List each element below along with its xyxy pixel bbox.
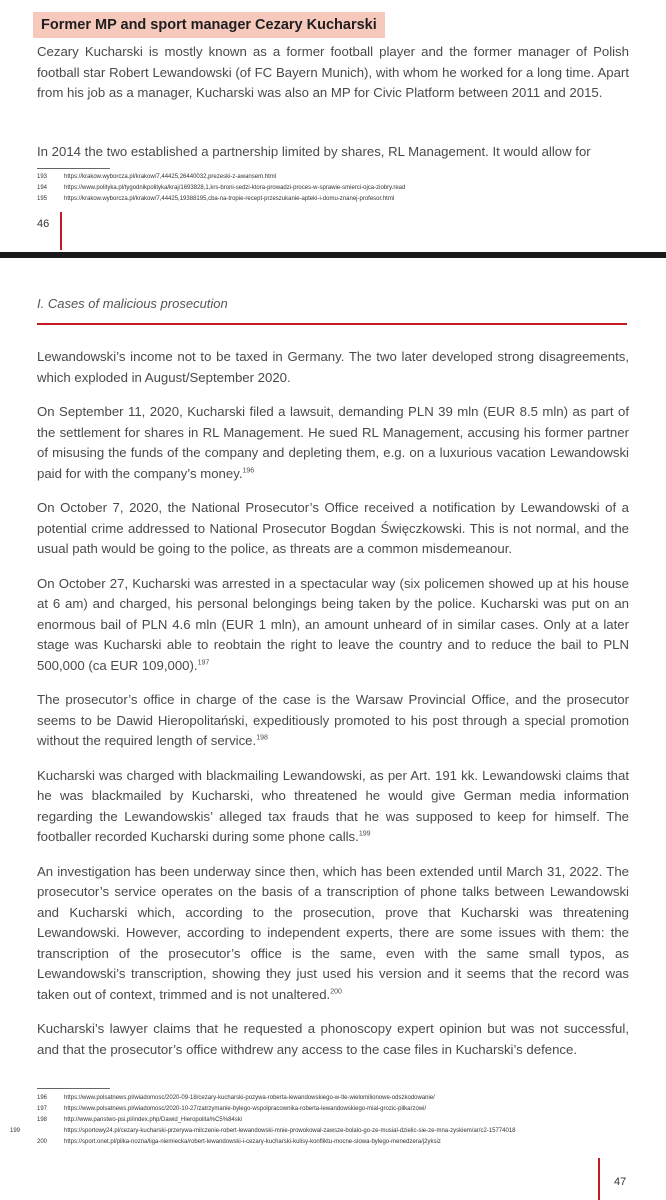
footnote-link[interactable]: http://www.panstwo-psi.pl/index.php/Dawid_Hieropolita%C5%84ski (64, 1117, 243, 1123)
section-heading: Former MP and sport manager Cezary Kucharski (33, 12, 385, 38)
page-marker-line (598, 1158, 600, 1200)
page-marker-line (60, 212, 62, 250)
footnote-number: 200 (37, 1139, 48, 1145)
intro-paragraph: Cezary Kucharski is mostly known as a former football player and the former manager of Polish football star Robert Lewandowski (of FC Bayern Munich), with whom he worked for a long time. Apart from his job as a manager, Kucharski was also an MP for Civic Platform between 2011 and 2015. (37, 44, 629, 100)
paragraph-prosecutor: The prosecutor’s office in charge of the case is the Warsaw Provincial Office, and the prosecutor seems to be Dawid Hieropolitański, expeditiously promoted to his post through a special promotion without the required length of service.$^{198}$ (37, 692, 629, 748)
paragraph-arrest: On October 27, Kucharski was arrested in a spectacular way (six policemen showed up at his house at 6 am) and charged, his personal belongings being taken by the police. Kucharski was put on an enormous bail of PLN 4.6 mln (EUR 1 mln), an amount unheard of in similar cases. Only at a later stage was Kucharski able to reobtain the right to leave the country and to reduce the bail to PLN 500,000 (ca EUR 109,000).$^{197}$ (37, 575, 629, 673)
footnote-number: 198 (37, 1117, 48, 1123)
footnote-rule (37, 168, 110, 169)
footnote-link[interactable]: https://krakow.wyborcza.pl/krakow/7,44425,26440032,prezeski-z-awansem.html (64, 174, 277, 180)
footnote-ref-198[interactable]: 198 (256, 734, 268, 742)
footnote-195 (37, 194, 627, 205)
footnote-link[interactable]: https://sport.onet.pl/pilka-nozna/liga-niemiecka/robert-lewandowski-i-cezary-kucharski-kulisy-konfliktu-mocne-slowa-bylego-menedzera/j2yksiz (64, 1139, 441, 1145)
footnote-198 (37, 1115, 627, 1126)
page-number: 46 (37, 218, 50, 230)
footnote-196 (37, 1093, 627, 1104)
partnership-paragraph: In 2014 the two established a partnership limited by shares, RL Management. It would allow for (37, 144, 591, 159)
footnote-ref-196[interactable]: 196 (242, 467, 255, 475)
footnote-number: 194 (37, 185, 48, 191)
footnote-number: 199 (10, 1128, 21, 1134)
footnote-200 (37, 1137, 627, 1148)
footnote-link[interactable]: https://sportowy24.pl/cezary-kucharski-przerywa-milczenie-robert-lewandowski-mnie-prowokowal-zawsze-bolalo-go-ze-musial-dzielic-sie-ze-mna-zyskiem/ar/c2-15774018 (64, 1128, 516, 1134)
page-number: 47 (614, 1176, 627, 1188)
footnote-number: 196 (37, 1095, 48, 1101)
chapter-title: I. Cases of malicious prosecution (37, 296, 228, 311)
footnote-link[interactable]: https://www.polsatnews.pl/wiadomosc/2020-09-18/cezary-kucharski-pozywa-roberta-lewandowskiego-w-tle-wielomilionowe-odszkodowanie/ (64, 1095, 435, 1101)
footnote-link[interactable]: https://www.polityka.pl/tygodnikpolityka/kraj/1693828,1,krs-broni-sedzi-ktora-prowadzi-proces-w-sprawie-smierci-ojca-ziobry.read (64, 185, 406, 191)
paragraph-lawyer: Kucharski’s lawyer claims that he requested a phonoscopy expert opinion but was not successful, and that the prosecutor’s office withdrew any access to the case files in Kucharski’s defence. (37, 1021, 629, 1057)
footnote-194 (37, 183, 627, 194)
footnote-197 (37, 1104, 627, 1115)
footnotes-page-46 (37, 172, 627, 205)
body-content (37, 347, 629, 1074)
paragraph-charge: Kucharski was charged with blackmailing Lewandowski, as per Art. 191 kk. Lewandowski claims that he was blackmailed by Kucharski, who threatened he would give German media information regarding the Lewandowskis’ alleged tax frauds that he was supposed to keep for himself. The footballer recorded Kucharski during some phone calls.$^{199}$ (37, 767, 629, 844)
page-46 (0, 0, 666, 252)
page-47 (0, 258, 666, 1200)
footnote-ref-199[interactable]: 199 (358, 830, 371, 838)
footnote-number: 197 (37, 1106, 48, 1112)
chapter-rule (37, 323, 627, 325)
paragraph-income: Lewandowski’s income not to be taxed in Germany. The two later developed strong disagreements, which exploded in August/September 2020. (37, 349, 629, 385)
paragraph-notification: On October 7, 2020, the National Prosecutor’s Office received a notification by Lewandowski of a potential crime addressed to National Prosecutor Bogdan Święczkowski. This is not normal, and the usual path would be going to the police, as threats are a common misdemeanour. (37, 500, 629, 556)
footnote-link[interactable]: https://krakow.wyborcza.pl/krakow/7,44425,19388195,cba-na-tropie-recept-przeszukanie-apteki-i-domu-znanej-profesor.html (64, 196, 395, 202)
footnote-number: 195 (37, 196, 48, 202)
footnote-number: 193 (37, 174, 48, 180)
footnote-ref-200[interactable]: 200 (330, 988, 342, 996)
paragraph-lawsuit: On September 11, 2020, Kucharski filed a lawsuit, demanding PLN 39 mln (EUR 8.5 mln) as part of the settlement for shares in RL Management. He sued RL Management, accusing his former partner of misusing the funds of the company and depleting them, e.g. on a luxurious vacation Lewandowski paid for with the company’s money.$^{196}$ (37, 404, 629, 481)
footnote-199 (10, 1126, 627, 1137)
footnote-rule (37, 1088, 110, 1089)
footnote-ref-197[interactable]: 197 (197, 659, 210, 667)
paragraph-investigation: An investigation has been underway since then, which has been extended until March 31, 2022. The prosecutor’s service operates on the basis of a transcription of phone talks between Lewandowski and Kucharski which, according to the prosecution, prove that Kucharski was threatening Lewandowski. However, according to independent experts, there are some issues with them: the transcription of the prosecutor’s office is the same, even with the same small typos, as Lewandowski’s transcription, showing they just used his version and it seems that the record was taken out of context, trimmed and is not unaltered.$^{200}$ (37, 863, 629, 1002)
footnote-193 (37, 172, 627, 183)
footnotes-page-47 (10, 1093, 627, 1148)
footnote-link[interactable]: https://www.polsatnews.pl/wiadomosc/2020-10-27/zatrzymanie-bylego-wspolpracownika-roberta-lewandowskiego-mial-grozic-pilkarzowi/ (64, 1106, 427, 1112)
